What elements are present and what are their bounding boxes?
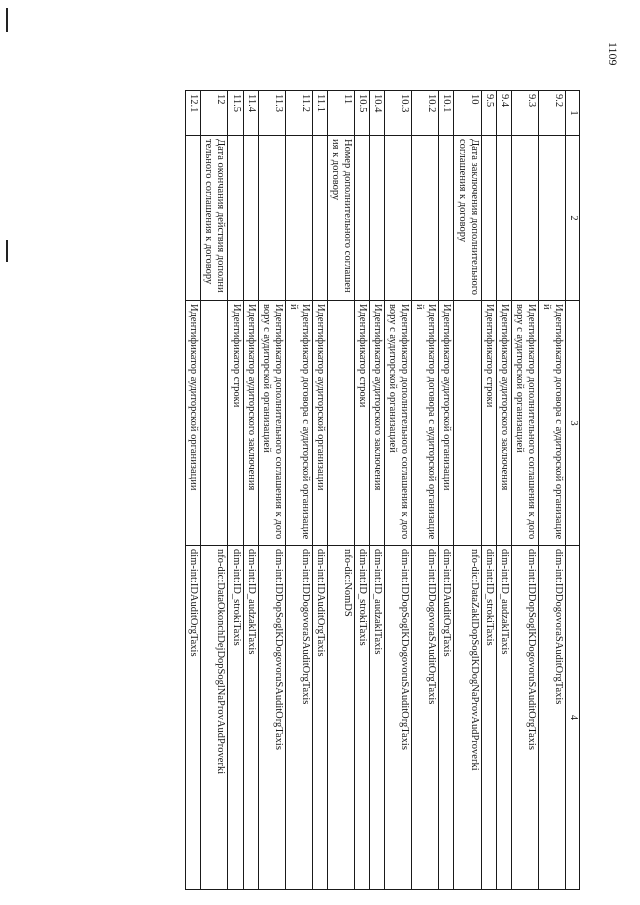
row-code: dim-int:IDDogovoraSAuditOrgTaxis: [538, 546, 565, 890]
rotated-table-container: [56, 90, 580, 890]
row-code: dim-int:ID_audzaklTaxis: [370, 546, 385, 890]
table-row: [385, 91, 412, 890]
table-row: [538, 91, 565, 890]
header-col-4: 4: [566, 546, 580, 890]
row-name: Номер дополнительного соглашения к договору: [327, 136, 354, 301]
row-name: [496, 136, 511, 301]
row-code: dim-int:ID_strokiTaxis: [355, 546, 370, 890]
row-name: [439, 136, 454, 301]
row-name: [243, 136, 258, 301]
row-code: dim-int:ID_strokiTaxis: [228, 546, 243, 890]
table-row: [355, 91, 370, 890]
row-code: nfo-dic:DataZaklDopSoglKDogNaProvAudProverki: [454, 546, 481, 890]
row-description: Идентификатор договора с аудиторской организацией: [285, 301, 312, 546]
row-description: [201, 301, 228, 546]
table-row: [496, 91, 511, 890]
row-description: Идентификатор аудиторского заключения: [243, 301, 258, 546]
row-description: Идентификатор строки: [481, 301, 496, 546]
row-number: 11.1: [312, 91, 327, 136]
row-code: dim-int:ID_strokiTaxis: [481, 546, 496, 890]
row-description: Идентификатор аудиторского заключения: [370, 301, 385, 546]
row-name: [228, 136, 243, 301]
row-description: [454, 301, 481, 546]
row-description: Идентификатор договора с аудиторской организацией: [412, 301, 439, 546]
table-row: [454, 91, 481, 890]
table-row: [327, 91, 354, 890]
table-row: [370, 91, 385, 890]
page-number: 1109: [606, 42, 620, 66]
row-number: 10.3: [385, 91, 412, 136]
table-row: [439, 91, 454, 890]
row-number: 11.3: [258, 91, 285, 136]
row-code: dim-int:IDAuditOrgTaxis: [439, 546, 454, 890]
table-row: [228, 91, 243, 890]
row-name: [412, 136, 439, 301]
row-description: Идентификатор строки: [228, 301, 243, 546]
table-row: [412, 91, 439, 890]
row-description: [327, 301, 354, 546]
header-col-2: 2: [566, 136, 580, 301]
row-number: 9.2: [538, 91, 565, 136]
row-code: dim-int:IDDopSoglKDogovoruSAuditOrgTaxis: [511, 546, 538, 890]
row-description: Идентификатор дополнительного соглашения к договору с аудиторской организацией: [258, 301, 285, 546]
row-number: 10.2: [412, 91, 439, 136]
row-description: Идентификатор договора с аудиторской организацией: [538, 301, 565, 546]
row-number: 12: [201, 91, 228, 136]
row-number: 12.1: [186, 91, 201, 136]
row-number: 10.4: [370, 91, 385, 136]
table-row: [511, 91, 538, 890]
row-name: [370, 136, 385, 301]
table-row: [243, 91, 258, 890]
row-description: Идентификатор дополнительного соглашения к договору с аудиторской организацией: [511, 301, 538, 546]
row-code: dim-int:IDAuditOrgTaxis: [312, 546, 327, 890]
table-header-row: [566, 91, 580, 890]
row-number: 9.5: [481, 91, 496, 136]
row-code: dim-int:IDDogovoraSAuditOrgTaxis: [412, 546, 439, 890]
row-number: 9.3: [511, 91, 538, 136]
row-name: [186, 136, 201, 301]
header-col-3: 3: [566, 301, 580, 546]
table-row: [312, 91, 327, 890]
table-row: [201, 91, 228, 890]
row-description: Идентификатор аудиторской организации: [439, 301, 454, 546]
row-number: 11.4: [243, 91, 258, 136]
table-row: [258, 91, 285, 890]
row-name: [285, 136, 312, 301]
row-code: dim-int:IDAuditOrgTaxis: [186, 546, 201, 890]
row-code: dim-int:ID_audzaklTaxis: [243, 546, 258, 890]
row-number: 9.4: [496, 91, 511, 136]
row-description: Идентификатор аудиторского заключения: [496, 301, 511, 546]
table-row: [481, 91, 496, 890]
table-row: [285, 91, 312, 890]
row-name: Дата заключения дополнительного соглашения к договору: [454, 136, 481, 301]
row-code: dim-int:IDDogovoraSAuditOrgTaxis: [285, 546, 312, 890]
row-name: Дата окончания действия дополнительного соглашения к договору: [201, 136, 228, 301]
row-name: [538, 136, 565, 301]
margin-mark-bottom: [6, 240, 8, 262]
row-code: dim-int:IDDopSoglKDogovoruSAuditOrgTaxis: [385, 546, 412, 890]
row-code: dim-int:IDDopSoglKDogovoruSAuditOrgTaxis: [258, 546, 285, 890]
row-code: nfo-dic:DataOkonchDejDopSoglNaProvAudProverki: [201, 546, 228, 890]
margin-mark-top: [6, 8, 8, 32]
row-description: Идентификатор дополнительного соглашения к договору с аудиторской организацией: [385, 301, 412, 546]
row-description: Идентификатор аудиторской организации: [186, 301, 201, 546]
row-name: [481, 136, 496, 301]
table-row: [186, 91, 201, 890]
row-number: 10: [454, 91, 481, 136]
row-name: [258, 136, 285, 301]
row-number: 11.5: [228, 91, 243, 136]
row-name: [511, 136, 538, 301]
row-description: Идентификатор строки: [355, 301, 370, 546]
row-number: 11: [327, 91, 354, 136]
row-code: dim-int:ID_audzaklTaxis: [496, 546, 511, 890]
taxonomy-table: [185, 90, 580, 890]
row-number: 11.2: [285, 91, 312, 136]
row-number: 10.1: [439, 91, 454, 136]
row-code: nfo-dic:NomDS: [327, 546, 354, 890]
row-name: [312, 136, 327, 301]
row-number: 10.5: [355, 91, 370, 136]
row-name: [385, 136, 412, 301]
row-name: [355, 136, 370, 301]
row-description: Идентификатор аудиторской организации: [312, 301, 327, 546]
header-col-1: 1: [566, 91, 580, 136]
